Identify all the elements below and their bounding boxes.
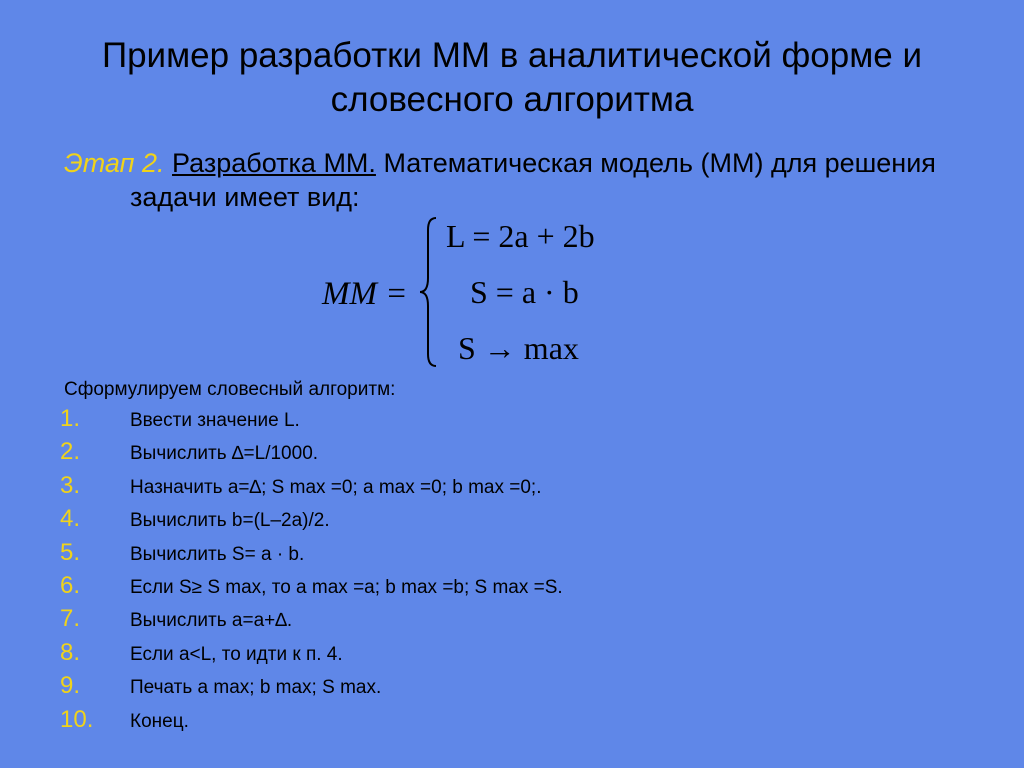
step-number: 3. xyxy=(60,471,81,499)
stage-heading: Разработка ММ. xyxy=(172,148,376,178)
step-text: Вычислить ∆=L/1000. xyxy=(130,443,319,465)
title-line-1: Пример разработки ММ в аналитической форме и xyxy=(101,36,923,75)
math-model-formula xyxy=(318,212,658,372)
step-text: Вычислить S= a · b. xyxy=(130,543,305,565)
step-text: Вычислить b=(L–2a)/2. xyxy=(130,510,330,532)
stage-label: Этап 2. xyxy=(64,148,165,178)
step-number: 2. xyxy=(60,438,81,466)
step-number: 9. xyxy=(60,672,81,700)
stage-paragraph xyxy=(64,146,984,214)
step-text: Конец. xyxy=(130,710,189,732)
formula-row-3: S → max xyxy=(458,330,579,366)
step-number: 8. xyxy=(60,638,81,666)
step-text: Вычислить a=a+∆. xyxy=(130,610,293,632)
step-number: 5. xyxy=(60,538,81,566)
step-text: Если S≥ S max, то a max =a; b max =b; S max =S. xyxy=(130,576,563,598)
stage-text-2: задачи имеет вид: xyxy=(130,182,360,212)
step-number: 4. xyxy=(60,505,81,533)
formula-row-1: L = 2a + 2b xyxy=(446,218,595,254)
step-number: 6. xyxy=(60,571,81,599)
algorithm-title: Сформулируем словесный алгоритм: xyxy=(64,379,396,400)
formula-row-2: S = a · b xyxy=(470,274,579,310)
step-number: 7. xyxy=(60,605,81,633)
step-text: Назначить a=∆; S max =0; a max =0; b max =0;. xyxy=(130,476,542,498)
step-text: Если a<L, то идти к п. 4. xyxy=(130,643,343,665)
step-number: 1. xyxy=(60,405,81,432)
curly-brace-icon xyxy=(418,216,438,368)
formula-lhs: MM = xyxy=(322,276,408,312)
step-number: 10. xyxy=(60,705,94,733)
stage-text-1: Математическая модель (ММ) для решения xyxy=(383,148,936,178)
slide-title xyxy=(60,34,964,122)
step-text: Печать a max; b max; S max. xyxy=(130,677,382,699)
step-text: Ввести значение L. xyxy=(130,410,300,431)
title-line-2: словесного алгоритма xyxy=(330,80,694,119)
